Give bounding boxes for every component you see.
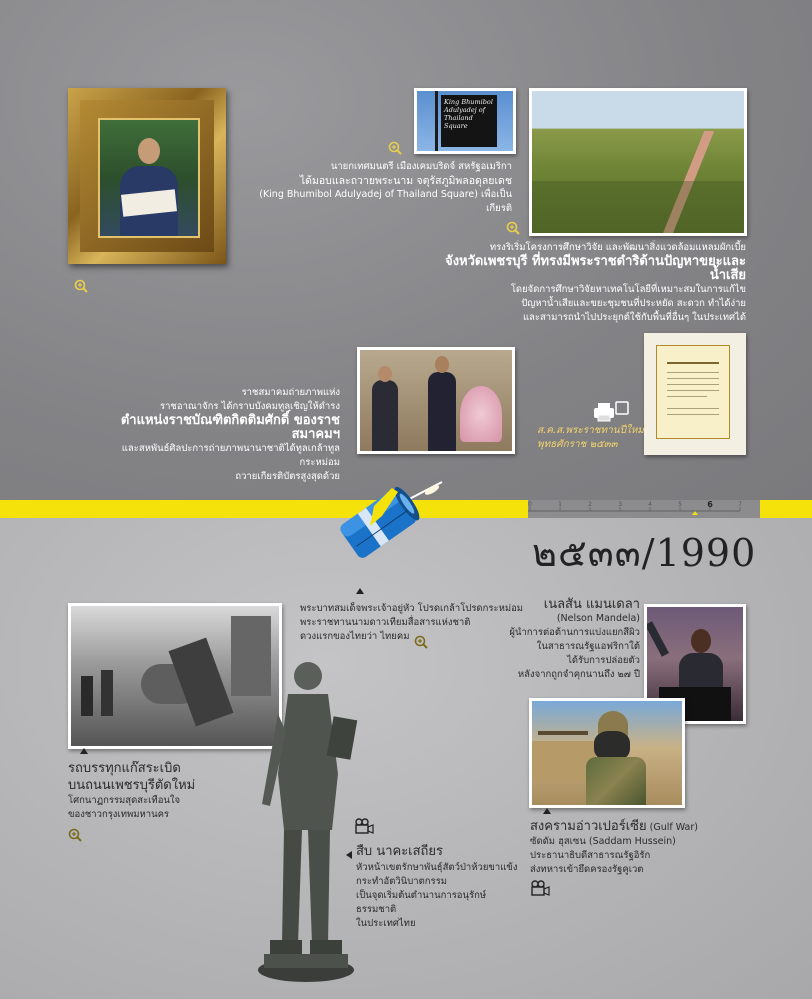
zoom-icon[interactable]	[388, 141, 402, 155]
zoom-icon[interactable]	[68, 828, 82, 842]
new-year-card-photo	[644, 333, 746, 455]
ruler-tick-1: 1	[558, 501, 562, 508]
pointer-arrow	[356, 588, 364, 594]
mangrove-boardwalk-photo	[529, 88, 747, 236]
timeline-band-right	[760, 500, 812, 518]
year-heading: ๒๕๓๓/1990	[532, 531, 757, 575]
pointer-arrow	[346, 851, 352, 859]
ruler-tick-5: 5	[678, 501, 682, 508]
royal-portrait-frame	[68, 88, 226, 264]
seub-title: สืบ นาคะเสถียร	[356, 844, 444, 859]
pointer-arrow	[80, 748, 88, 754]
thaicom-satellite-illustration	[330, 466, 448, 584]
new-year-card-credit: ส.ค.ส.พระราชทานปีใหม่ พุทธศักราช ๒๕๓๓	[537, 425, 644, 450]
cambridge-square-sign-photo	[414, 88, 516, 154]
video-camera-icon[interactable]	[354, 818, 374, 834]
timeline-band-left	[0, 500, 528, 518]
ruler-tick-active: 6	[707, 501, 713, 509]
zoom-icon[interactable]	[506, 221, 520, 235]
mandela-title: เนลสัน แมนเดลา	[543, 597, 640, 612]
ruler-tick-2: 2	[588, 501, 592, 508]
mangrove-caption: ทรงริเริ่มโครงการศึกษาวิจัย และพัฒนาสิ่งแวดล้อมแหลมผักเบี้ย จังหวัดเพชรบุรี ที่ทรงมีพระราชดำริด้านปัญหาขยะและน้ำเสีย โดยจัดการศึกษาวิจัยหาเทคโนโลยีที่เหมาะสมในการแก้ไข ปัญหาน้ำเสียและขยะชุมชนที่ประหยัด สะดวก ทำได้ง่าย และสามารถนำไปประยุกต์ใช้กับพื้นที่อื่นๆ ในประเทศได้	[445, 242, 746, 323]
truck-caption: รถบรรทุกแก๊สระเบิด บนถนนเพชรบุรีตัดใหม่ โศกนาฏกรรมสุดสะเทือนใจ ของชาวกรุงเทพมหานคร	[68, 761, 196, 820]
zoom-icon[interactable]	[414, 635, 428, 649]
gulf-war-caption: สงครามอ่าวเปอร์เซีย (Gulf War) ซัดดัม ฮุสเซน (Saddam Hussein) ประธานาธิบดีสาธารณรัฐอิรัก ส่งทหารเข้ายึดครองรัฐคูเวต	[530, 819, 698, 875]
pointer-arrow	[543, 808, 551, 814]
award-ceremony-photo	[357, 347, 515, 454]
photo-society-caption: ราชสมาคมถ่ายภาพแห่ง ราชอาณาจักร ได้กราบบังคมทูลเชิญให้ดำรง ตำแหน่งราชบัณฑิตกิตติมศักดิ์ ของราชสมาคมฯ และสหพันธ์ศิลปะการถ่ายภาพนานาชาติได้ทูลเกล้าทูลกระหม่อม ถวายเกียรติบัตรสูงสุดด้วย	[120, 387, 340, 482]
royal-portrait-photo	[98, 118, 200, 238]
video-camera-icon[interactable]	[530, 880, 550, 896]
seub-caption: สืบ นาคะเสถียร หัวหน้าเขตรักษาพันธุ์สัตว์ป่าห้วยขาแข้ง กระทำอัตวินิบาตกรรม เป็นจุดเริ่มต้นตำนานการอนุรักษ์ธรรมชาติ ในประเทศไทย	[356, 843, 526, 931]
gulf-war-soldier-photo	[529, 698, 685, 808]
ruler-tick-3: 3	[618, 501, 622, 508]
year-ruler	[528, 501, 746, 515]
mandela-caption: เนลสัน แมนเดลา (Nelson Mandela) ผู้นำการต่อต้านการแบ่งแยกสีผิว ในสาธารณรัฐแอฟริกาใต้ ได้รับการปล่อยตัว หลังจากถูกจำคุกนานถึง ๒๗ ปี	[480, 598, 640, 682]
square-caption: นายกเทศมนตรี เมืองเคมบริดจ์ สหรัฐอเมริกา ได้มอบและถวายพระนาม จตุรัสภูมิพลอดุลยเดช (King Bhumibol Adulyadej of Thailand Square) เพื่อเป็นเกียรติ	[259, 161, 512, 214]
printer-icon[interactable]	[594, 400, 630, 422]
ruler-tick-0: 0	[528, 501, 532, 508]
satellite-caption: พระบาทสมเด็จพระเจ้าอยู่หัว โปรดเกล้าโปรดกระหม่อม พระราชทานนามดาวเทียมสื่อสารแห่งชาติ ดวงแรกของไทยว่า ไทยคม	[300, 603, 524, 642]
ruler-tick-4: 4	[648, 501, 652, 508]
ruler-tick-7: 7	[738, 501, 742, 508]
seub-statue-figure	[244, 654, 368, 984]
square-sign-text: King Bhumibol Adulyadej of Thailand Square	[441, 95, 497, 147]
gulf-war-title: สงครามอ่าวเปอร์เซีย	[530, 819, 647, 834]
zoom-icon[interactable]	[74, 279, 88, 293]
